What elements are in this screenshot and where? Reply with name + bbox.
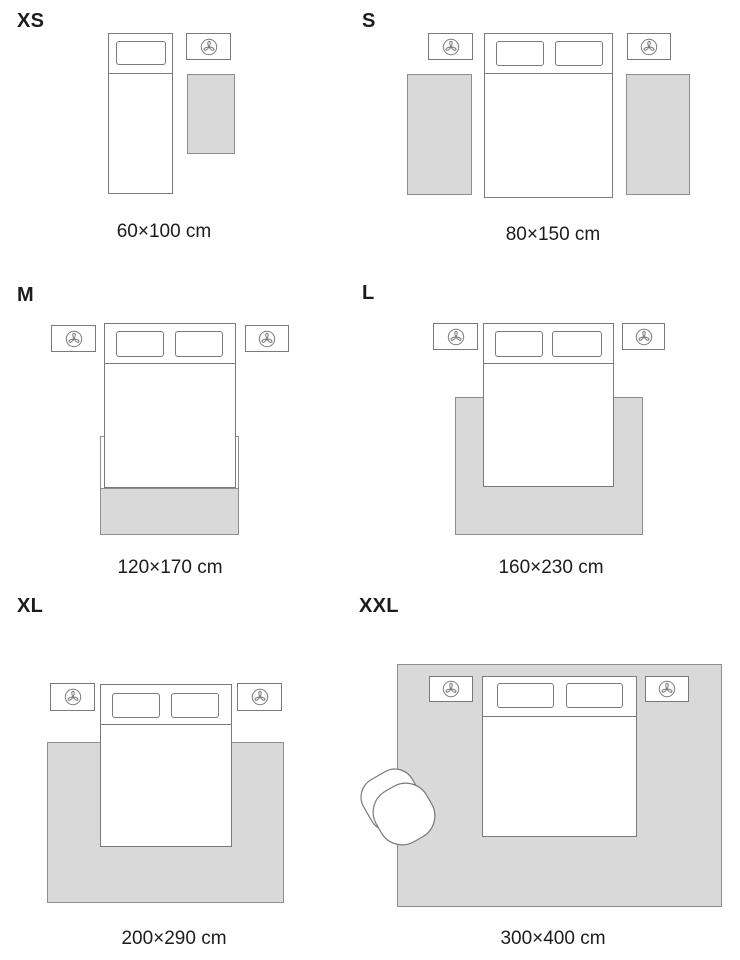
pillow [112, 693, 160, 718]
rug [100, 488, 239, 535]
lamp-icon [638, 36, 660, 58]
dimension-label: 120×170 cm [117, 557, 223, 578]
pillow [116, 41, 166, 65]
nightstand-left [50, 683, 95, 711]
rug-runner-left [407, 74, 472, 195]
lamp-icon [256, 328, 278, 350]
headboard-divider [484, 363, 613, 364]
dimension-label: 300×400 cm [500, 928, 606, 949]
headboard-divider [105, 363, 235, 364]
nightstand-left [428, 33, 473, 60]
nightstand-left [51, 325, 96, 352]
nightstand [186, 33, 231, 60]
double-bed [483, 323, 614, 487]
pillow [555, 41, 603, 66]
nightstand-left [429, 676, 473, 702]
pillow [566, 683, 623, 708]
double-bed [104, 323, 236, 488]
pillow [175, 331, 223, 357]
lamp-icon [198, 36, 220, 58]
size-label: L [362, 282, 375, 304]
nightstand-right [237, 683, 282, 711]
pillow [496, 41, 544, 66]
dimension-label: 60×100 cm [116, 221, 212, 242]
pillow [116, 331, 164, 357]
headboard-divider [109, 73, 172, 74]
size-label: S [362, 10, 376, 32]
lamp-icon [63, 328, 85, 350]
double-bed [100, 684, 232, 847]
lamp-icon [656, 678, 678, 700]
nightstand-left [433, 323, 478, 350]
pillow [171, 693, 219, 718]
dimension-label: 80×150 cm [505, 224, 601, 245]
size-label: M [17, 284, 34, 306]
dimension-label: 200×290 cm [121, 928, 227, 949]
lamp-icon [445, 326, 467, 348]
nightstand-right [645, 676, 689, 702]
nightstand-right [622, 323, 665, 350]
size-label: XS [17, 10, 45, 32]
nightstand-right [245, 325, 289, 352]
single-bed [108, 33, 173, 194]
nightstand-right [627, 33, 671, 60]
headboard-divider [485, 73, 612, 74]
double-bed [484, 33, 613, 198]
armchair-icon [358, 762, 442, 850]
lamp-icon [440, 36, 462, 58]
rug [187, 74, 235, 154]
dimension-label: 160×230 cm [498, 557, 604, 578]
headboard-divider [483, 716, 636, 717]
rug-runner-right [626, 74, 690, 195]
size-label: XXL [359, 595, 399, 617]
lamp-icon [249, 686, 271, 708]
lamp-icon [633, 326, 655, 348]
double-bed [482, 676, 637, 837]
pillow [552, 331, 602, 357]
headboard-divider [101, 724, 231, 725]
pillow [497, 683, 554, 708]
lamp-icon [62, 686, 84, 708]
lamp-icon [440, 678, 462, 700]
pillow [495, 331, 543, 357]
size-label: XL [17, 595, 44, 617]
